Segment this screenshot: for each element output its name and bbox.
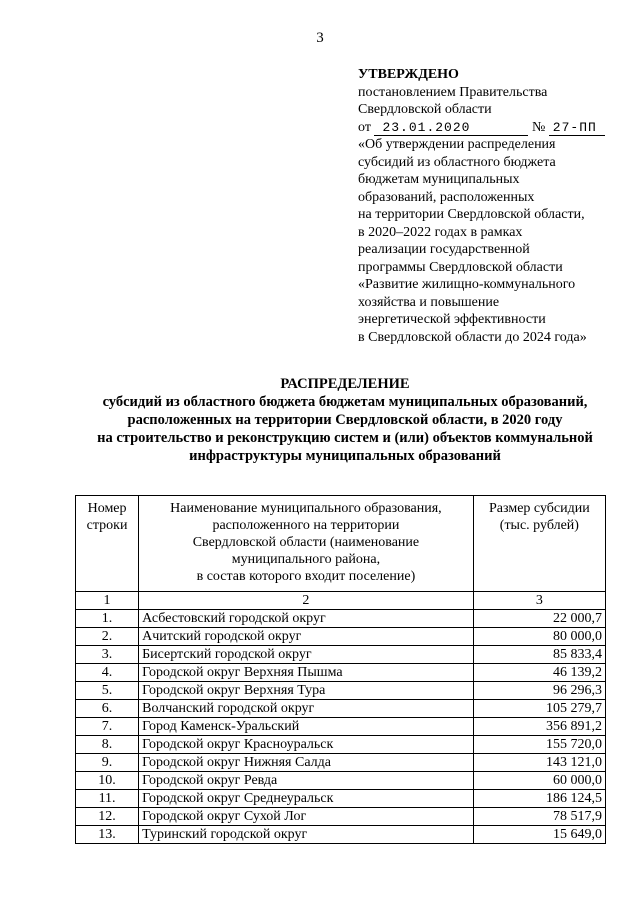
table-header-row — [76, 496, 606, 592]
decree-subject-line: «Развитие жилищно-коммунального — [358, 277, 576, 292]
municipality-cell: Городской округ Верхняя Тура — [139, 682, 474, 700]
row-number-cell: 10. — [76, 772, 139, 790]
table-row — [76, 754, 606, 772]
date-prefix: от — [358, 119, 371, 135]
amount-cell: 105 279,7 — [473, 700, 605, 718]
number-prefix: № — [531, 119, 546, 135]
row-number-cell: 7. — [76, 718, 139, 736]
table-row — [76, 664, 606, 682]
decree-number: 27-ПП — [549, 121, 605, 136]
row-number-cell: 3. — [76, 646, 139, 664]
table-index-row — [76, 592, 606, 610]
decree-subject-line: в Свердловской области до 2024 года» — [358, 329, 587, 345]
approval-date-line — [358, 119, 630, 137]
municipality-cell: Городской округ Среднеуральск — [139, 790, 474, 808]
amount-cell: 143 121,0 — [473, 754, 605, 772]
decree-subject — [358, 136, 630, 346]
decree-subject-line: в 2020–2022 годах в рамках — [358, 224, 523, 240]
amount-cell: 186 124,5 — [473, 790, 605, 808]
municipality-cell: Город Каменск-Уральский — [139, 718, 474, 736]
table-row — [76, 682, 606, 700]
municipality-cell: Городской округ Сухой Лог — [139, 808, 474, 826]
amount-cell: 96 296,3 — [473, 682, 605, 700]
decree-subject-line: на территории Свердловской области, — [358, 207, 585, 222]
title-line: инфраструктуры муниципальных образований — [189, 448, 501, 464]
table-row — [76, 772, 606, 790]
index-cell: 1 — [76, 592, 139, 610]
decree-subject-line: «Об утверждении распределения — [358, 137, 556, 152]
amount-cell: 80 000,0 — [473, 628, 605, 646]
decree-subject-line: программы Свердловской области — [358, 259, 563, 275]
amount-cell: 46 139,2 — [473, 664, 605, 682]
index-cell: 2 — [139, 592, 474, 610]
amount-cell: 356 891,2 — [473, 718, 605, 736]
table-row — [76, 718, 606, 736]
table-row — [76, 808, 606, 826]
municipality-cell: Городской округ Ревда — [139, 772, 474, 790]
subsidy-table — [75, 495, 606, 844]
title-line: на строительство и реконструкцию систем и (или) объектов коммунальной — [97, 430, 593, 446]
municipality-cell: Асбестовский городской округ — [139, 610, 474, 628]
table-row — [76, 628, 606, 646]
row-number-cell: 6. — [76, 700, 139, 718]
municipality-cell: Волчанский городской округ — [139, 700, 474, 718]
decree-date: 23.01.2020 — [374, 121, 528, 136]
decree-subject-line: энергетической эффективности — [358, 312, 546, 327]
row-number-cell: 2. — [76, 628, 139, 646]
header-subsidy-amount: Размер субсидии (тыс. рублей) — [473, 496, 605, 592]
table-row — [76, 700, 606, 718]
row-number-cell: 9. — [76, 754, 139, 772]
decree-subject-line: реализации государственной — [358, 242, 530, 257]
table-row — [76, 790, 606, 808]
table-row — [76, 826, 606, 844]
approval-line: Свердловской области — [358, 102, 492, 117]
amount-cell: 60 000,0 — [473, 772, 605, 790]
title-line: расположенных на территории Свердловской области, в 2020 году — [127, 412, 563, 428]
amount-cell: 22 000,7 — [473, 610, 605, 628]
title-heading: РАСПРЕДЕЛЕНИЕ — [280, 376, 410, 392]
decree-subject-line: образований, расположенных — [358, 189, 535, 205]
decree-subject-line: бюджетам муниципальных — [358, 172, 520, 187]
row-number-cell: 1. — [76, 610, 139, 628]
document-title — [60, 375, 630, 465]
row-number-cell: 5. — [76, 682, 139, 700]
approval-heading: УТВЕРЖДЕНО — [358, 67, 459, 82]
index-cell: 3 — [473, 592, 605, 610]
header-municipality-name: Наименование муниципального образования, расположенного на территории Свердловской области (наименование муниципального района, в состав которого входит поселение) — [139, 496, 474, 592]
title-line: субсидий из областного бюджета бюджетам муниципальных образований, — [102, 394, 588, 410]
row-number-cell: 11. — [76, 790, 139, 808]
page-number: 3 — [316, 30, 324, 46]
decree-subject-line: субсидий из областного бюджета — [358, 154, 556, 170]
approval-stamp — [358, 66, 630, 346]
row-number-cell: 8. — [76, 736, 139, 754]
table-row — [76, 646, 606, 664]
row-number-cell: 12. — [76, 808, 139, 826]
row-number-cell: 4. — [76, 664, 139, 682]
table-row — [76, 736, 606, 754]
municipality-cell: Туринский городской округ — [139, 826, 474, 844]
municipality-cell: Бисертский городской округ — [139, 646, 474, 664]
table-row — [76, 610, 606, 628]
approval-line: постановлением Правительства — [358, 84, 548, 100]
municipality-cell: Городской округ Нижняя Салда — [139, 754, 474, 772]
municipality-cell: Ачитский городской округ — [139, 628, 474, 646]
amount-cell: 15 649,0 — [473, 826, 605, 844]
municipality-cell: Городской округ Красноуральск — [139, 736, 474, 754]
amount-cell: 85 833,4 — [473, 646, 605, 664]
header-row-number: Номер строки — [76, 496, 139, 592]
decree-subject-line: хозяйства и повышение — [358, 294, 500, 310]
municipality-cell: Городской округ Верхняя Пышма — [139, 664, 474, 682]
amount-cell: 78 517,9 — [473, 808, 605, 826]
row-number-cell: 13. — [76, 826, 139, 844]
amount-cell: 155 720,0 — [473, 736, 605, 754]
